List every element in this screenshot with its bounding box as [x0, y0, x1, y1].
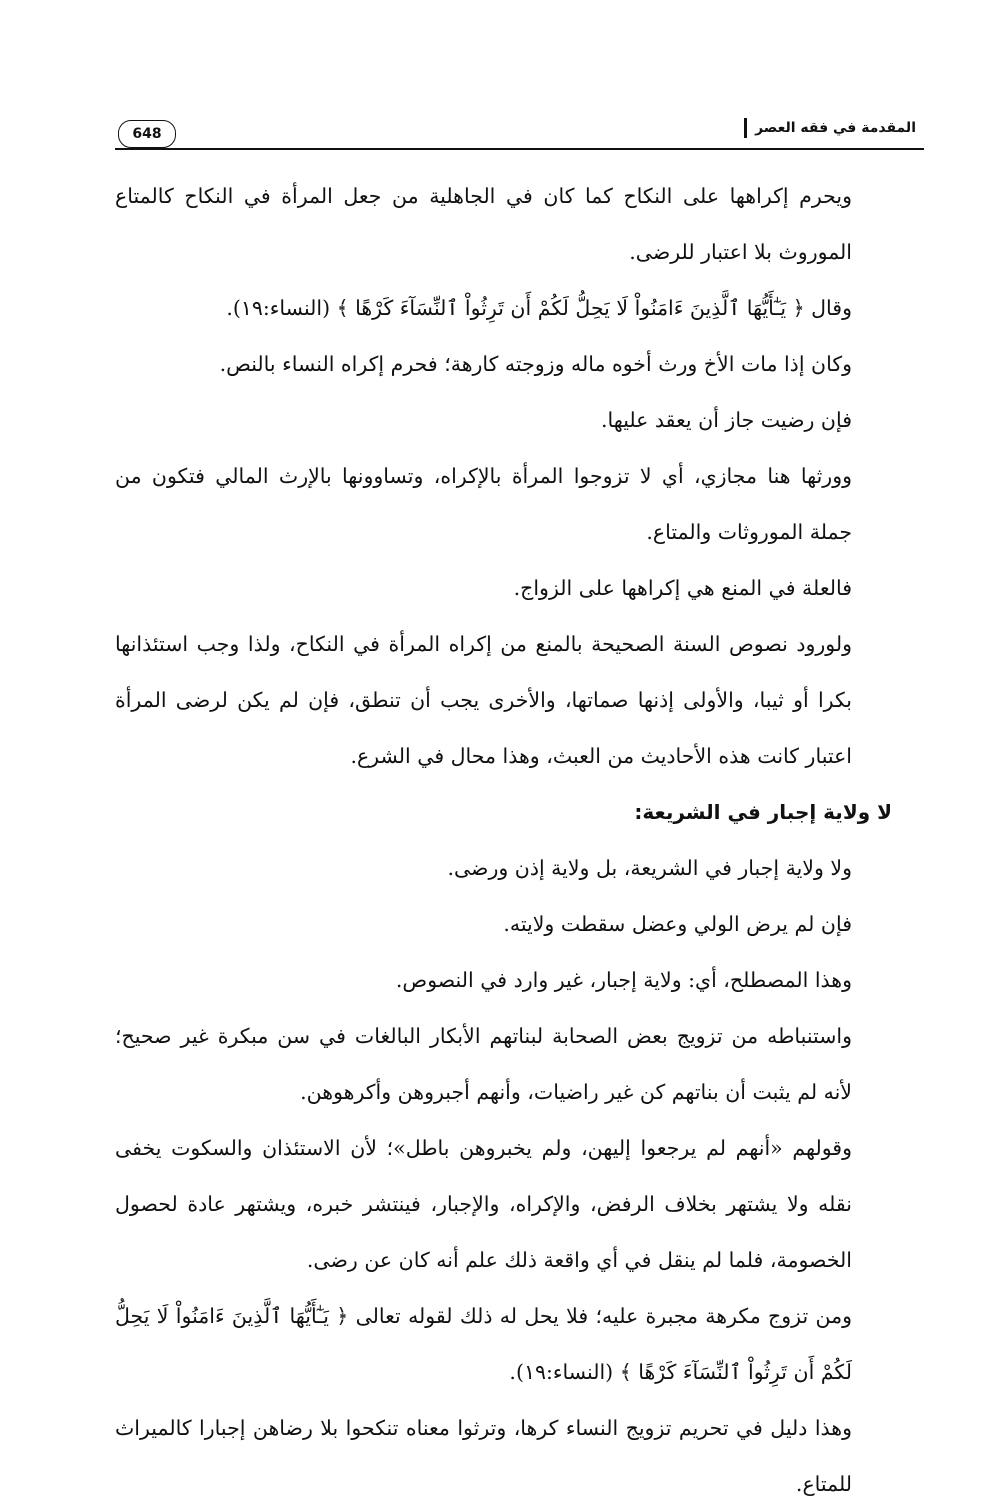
paragraph-quran-citation: وقال ﴿ يَـٰٓأَيُّهَا ٱلَّذِينَ ءَامَنُواْ لَا يَحِلُّ لَكُمْ أَن تَرِثُواْ ٱلنِّسَآءَ كَرْهًا ﴾ (النساء:١٩). — [226, 296, 852, 320]
page-number: 648 — [118, 120, 176, 148]
paragraph: وهذا دليل في تحريم تزويج النساء كرها، وترثوا معناه تنكحوا بلا رضاهن إجبارا كالميراث للمتاع. — [115, 1416, 852, 1496]
running-header-title: المقدمة في فقه العصر — [744, 118, 924, 138]
paragraph: وقولهم «أنهم لم يرجعوا إليهن، ولم يخبروهن باطل»؛ لأن الاستئذان والسكوت يخفى نقله ولا يشتهر بخلاف الرفض، والإكراه، والإجبار، فينتشر خبره، ويشتهر عادة لحصول الخصومة، فلما لم ينقل في أي واقعة ذلك علم أنه كان عن رضى. — [115, 1136, 852, 1272]
page-body — [115, 168, 892, 1512]
paragraph: ولورود نصوص السنة الصحيحة بالمنع من إكراه المرأة في النكاح، ولذا وجب استئذانها بكرا أو ثيبا، والأولى إذنها صماتها، والأخرى يجب أن تنطق، فإن لم يكن لرضى المرأة اعتبار كانت هذه الأحاديث من العبث، وهذا محال في الشرع. — [115, 632, 852, 768]
paragraph: فإن رضيت جاز أن يعقد عليها. — [600, 408, 852, 432]
header-rule — [115, 148, 924, 150]
paragraph: ولا ولاية إجبار في الشريعة، بل ولاية إذن ورضى. — [447, 856, 852, 880]
section-heading: لا ولاية إجبار في الشريعة: — [634, 800, 892, 824]
paragraph: فإن لم يرض الولي وعضل سقطت ولايته. — [503, 912, 852, 936]
paragraph: وورثها هنا مجازي، أي لا تزوجوا المرأة بالإكراه، وتساوونها بالإرث المالي فتكون من جملة الموروثات والمتاع. — [115, 464, 852, 544]
paragraph: ويحرم إكراهها على النكاح كما كان في الجاهلية من جعل المرأة في النكاح كالمتاع الموروث بلا اعتبار للرضى. — [115, 184, 852, 264]
paragraph: فالعلة في المنع هي إكراهها على الزواج. — [513, 576, 852, 600]
paragraph: واستنباطه من تزويج بعض الصحابة لبناتهم الأبكار البالغات في سن مبكرة غير صحيح؛ لأنه لم يثبت أن بناتهم كن غير راضيات، وأنهم أجبروهن وأكرهوهن. — [115, 1024, 852, 1104]
paragraph: وكان إذا مات الأخ ورث أخوه ماله وزوجته كارهة؛ فحرم إكراه النساء بالنص. — [219, 352, 852, 376]
paragraph-quran-citation: ومن تزوج مكرهة مجبرة عليه؛ فلا يحل له ذلك لقوله تعالى ﴿ يَـٰٓأَيُّهَا ٱلَّذِينَ ءَامَنُواْ لَا يَحِلُّ لَكُمْ أَن تَرِثُواْ ٱلنِّسَآءَ كَرْهًا ﴾ (النساء:١٩). — [115, 1304, 852, 1384]
paragraph: وهذا المصطلح، أي: ولاية إجبار، غير وارد في النصوص. — [395, 968, 852, 992]
